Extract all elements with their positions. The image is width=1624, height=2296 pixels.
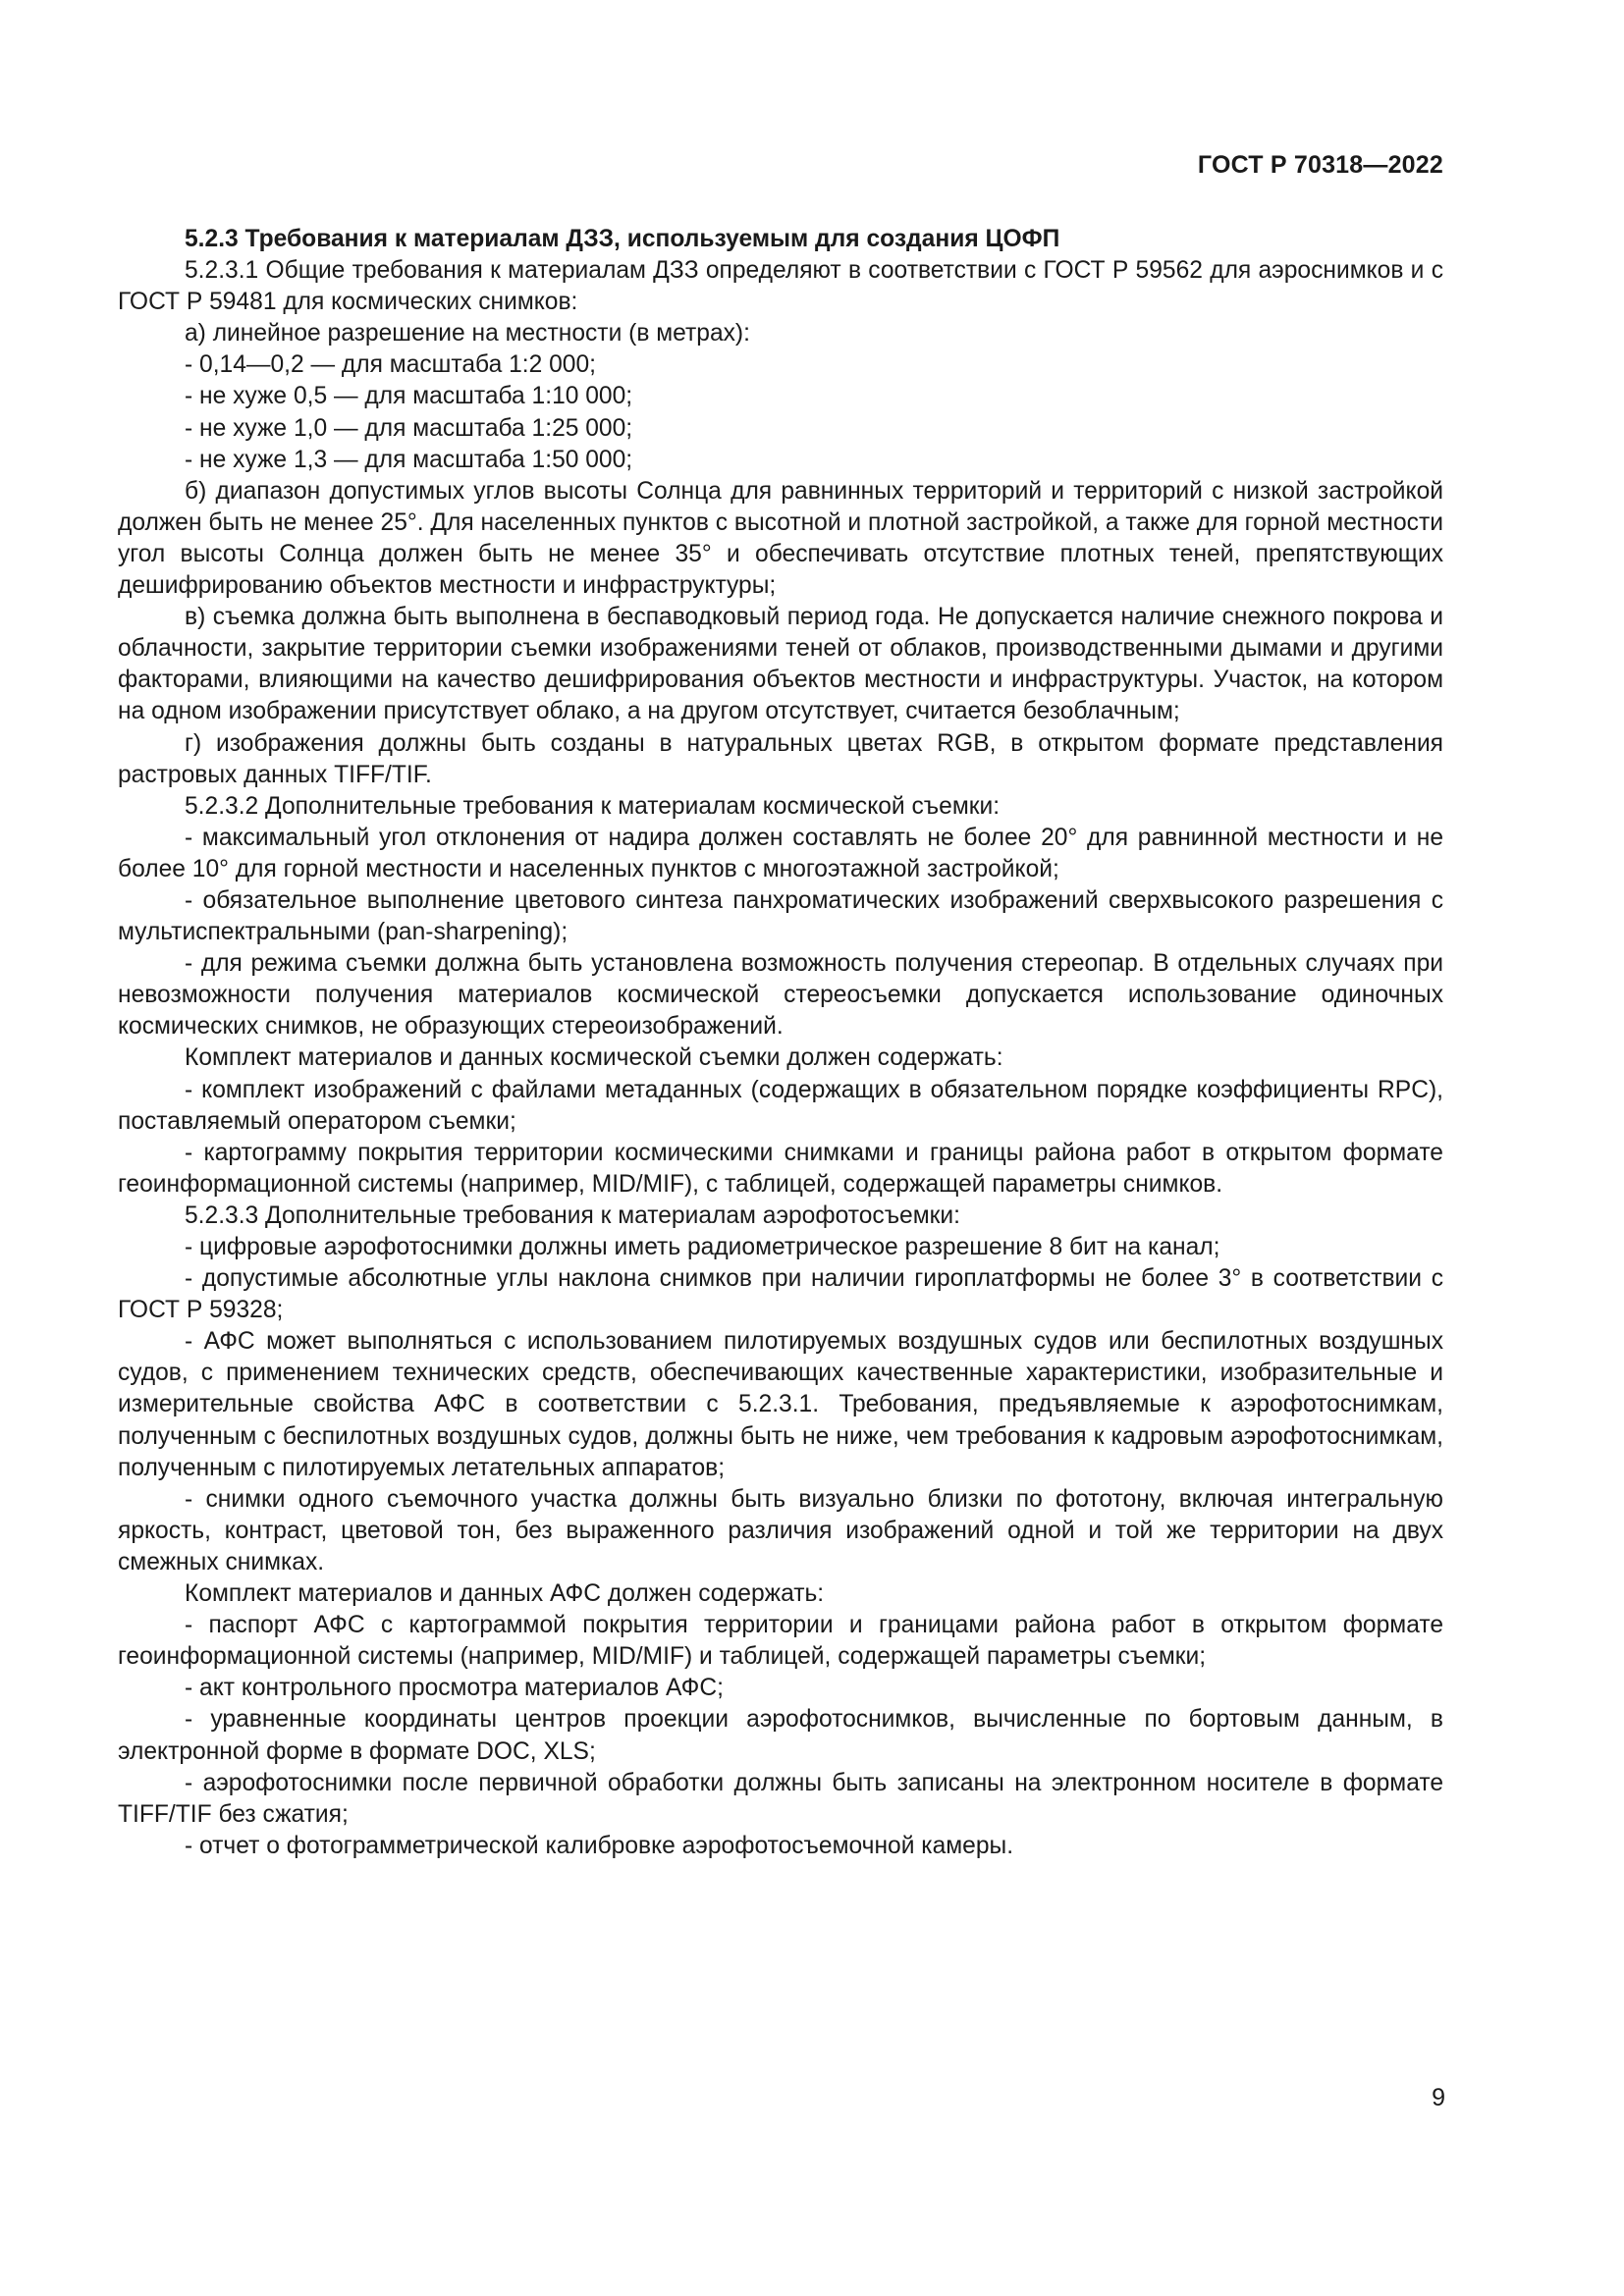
paragraph-5-2-3-2: 5.2.3.2 Дополнительные требования к материалам космической съемки:	[185, 792, 1001, 820]
paragraph-5-2-3-1: 5.2.3.1 Общие требования к материалам ДЗЗ определяют в соответствии с ГОСТ Р 59562 для аэроснимков и с ГОСТ Р 59481 для космических снимков:	[118, 257, 1443, 316]
list-item: - не хуже 0,5 — для масштаба 1:10 000;	[185, 383, 633, 410]
list-item: - картограмму покрытия территории космическими снимками и границы района работ в открытом формате геоинформационной системы (например, MID/MIF), с таблицей, содержащей параметры снимков.	[118, 1139, 1443, 1198]
list-item-sun-angle: б) диапазон допустимых углов высоты Солнца для равнинных территорий и территорий с низкой застройкой должен быть не менее 25°. Для населенных пунктов с высотной и плотной застройкой, а также для горной местности угол высоты Солнца должен быть не менее 35° и обеспечивать отсутствие плотных теней, препятствующих дешифрированию объектов местности и инфраструктуры;	[118, 477, 1443, 600]
list-item: - аэрофотоснимки после первичной обработки должны быть записаны на электронном носителе в формате TIFF/TIF без сжатия;	[118, 1769, 1443, 1828]
list-item: - 0,14—0,2 — для масштаба 1:2 000;	[185, 351, 596, 379]
list-item: - цифровые аэрофотоснимки должны иметь радиометрическое разрешение 8 бит на канал;	[185, 1234, 1220, 1260]
list-item: - для режима съемки должна быть установлена возможность получения стереопар. В отдельных случаях при невозможности получения материалов космической стереосъемки допускается использование одиночных космических снимков, не образующих стереоизображений.	[118, 950, 1443, 1041]
document-header-id: ГОСТ Р 70318—2022	[1197, 151, 1443, 179]
list-item: - комплект изображений с файлами метаданных (содержащих в обязательном порядке коэффициенты RPC), поставляемый оператором съемки;	[118, 1076, 1443, 1135]
list-item: - снимки одного съемочного участка должны быть визуально близки по фототону, включая интегральную яркость, контраст, цветовой тон, без выраженного различия изображений одной и той же территории на двух смежных снимках.	[118, 1485, 1443, 1575]
document-body	[118, 224, 1443, 1862]
list-item-rgb: г) изображения должны быть созданы в натуральных цветах RGB, в открытом формате представления растровых данных TIFF/TIF.	[118, 729, 1443, 788]
list-item: - допустимые абсолютные углы наклона снимков при наличии гироплатформы не более 3° в соответствии с ГОСТ Р 59328;	[118, 1265, 1443, 1324]
list-item: - паспорт АФС с картограммой покрытия территории и границами района работ в открытом формате геоинформационной системы (например, MID/MIF) и таблицей, содержащей параметры съемки;	[118, 1612, 1443, 1671]
paragraph-afs-kit: Комплект материалов и данных АФС должен содержать:	[185, 1580, 825, 1608]
paragraph-5-2-3-3: 5.2.3.3 Дополнительные требования к материалам аэрофотосъемки:	[185, 1201, 960, 1229]
section-heading: 5.2.3 Требования к материалам ДЗЗ, используемым для создания ЦОФП	[185, 226, 1060, 252]
list-item: - акт контрольного просмотра материалов АФС;	[185, 1675, 724, 1702]
list-item: - не хуже 1,3 — для масштаба 1:50 000;	[185, 446, 633, 473]
list-item: - отчет о фотограмметрической калибровке аэрофотосъемочной камеры.	[185, 1832, 1014, 1859]
page-number: 9	[1432, 2084, 1445, 2111]
list-item-survey-season: в) съемка должна быть выполнена в беспаводковый период года. Не допускается наличие снежного покрова и облачности, закрытие территории съемки изображениями теней от облаков, производственными дымами и другими факторами, влияющими на качество дешифрирования объектов местности и инфраструктуры. Участок, на котором на одном изображении присутствует облако, а на другом отсутствует, считается безоблачным;	[118, 604, 1443, 725]
list-item: - обязательное выполнение цветового синтеза панхроматических изображений сверхвысокого разрешения с мультиспектральными (pan-sharpening);	[118, 886, 1443, 946]
list-item: - АФС может выполняться с использованием пилотируемых воздушных судов или беспилотных воздушных судов, с применением технических средств, обеспечивающих качественные характеристики, изобразительные и измерительные свойства АФС в соответствии с 5.2.3.1. Требования, предъявляемые к аэрофотоснимкам, полученным с беспилотных воздушных судов, должны быть не ниже, чем требования к кадровым аэрофотоснимкам, полученным с пилотируемых летательных аппаратов;	[118, 1328, 1443, 1481]
list-item-resolution: а) линейное разрешение на местности (в метрах):	[185, 320, 750, 347]
list-item: - максимальный угол отклонения от надира должен составлять не более 20° для равнинной местности и не более 10° для горной местности и населенных пунктов с многоэтажной застройкой;	[118, 824, 1443, 882]
list-item: - уравненные координаты центров проекции аэрофотоснимков, вычисленные по бортовым данным, в электронной форме в формате DOC, XLS;	[118, 1706, 1443, 1765]
list-item: - не хуже 1,0 — для масштаба 1:25 000;	[185, 414, 633, 442]
paragraph-space-kit: Комплект материалов и данных космической съемки должен содержать:	[185, 1044, 1003, 1072]
